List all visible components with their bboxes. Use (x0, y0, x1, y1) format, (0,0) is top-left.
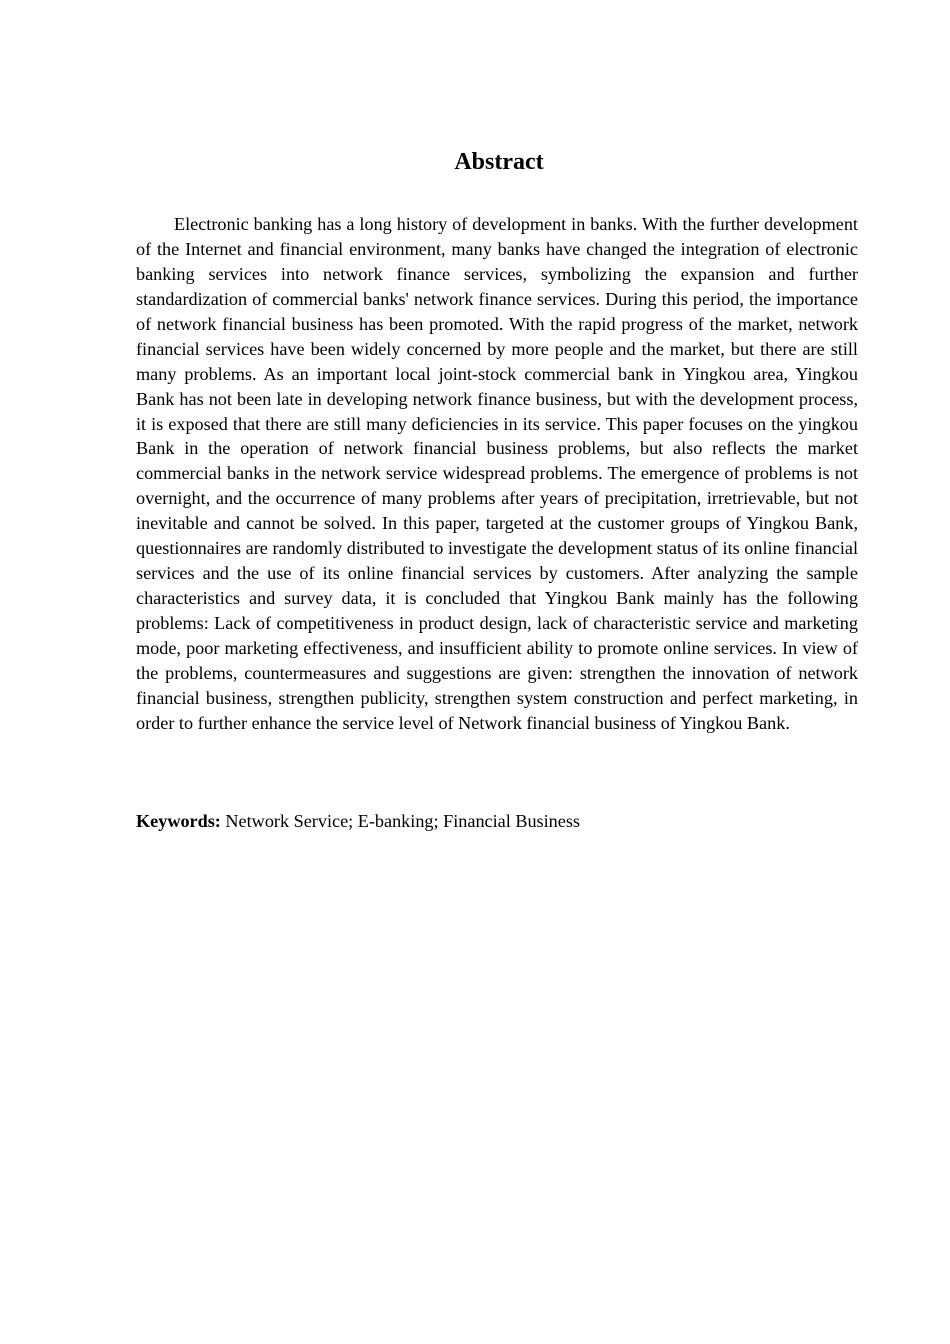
abstract-title: Abstract (454, 149, 544, 175)
keywords-line (136, 809, 858, 834)
keywords-label: Keywords: (136, 811, 221, 831)
abstract-body: Electronic banking has a long history of development in banks. With the further development of the Internet and financial environment, many banks have changed the integration of electronic banking services into network finance services, symbolizing the expansion and further standardization of commercial banks' network finance services. During this period, the importance of network financial business has been promoted. With the rapid progress of the market, network financial services have been widely concerned by more people and the market, but there are still many problems. As an important local joint-stock commercial bank in Yingkou area, Yingkou Bank has not been late in developing network finance business, but with the development process, it is exposed that there are still many deficiencies in its service. This paper focuses on the yingkou Bank in the operation of network financial business problems, but also reflects the market commercial banks in the network service widespread problems. The emergence of problems is not overnight, and the occurrence of many problems after years of precipitation, irretrievable, but not inevitable and cannot be solved. In this paper, targeted at the customer groups of Yingkou Bank, questionnaires are randomly distributed to investigate the development status of its online financial services and the use of its online financial services by customers. After analyzing the sample characteristics and survey data, it is concluded that Yingkou Bank mainly has the following problems: Lack of competitiveness in product design, lack of characteristic service and marketing mode, poor marketing effectiveness, and insufficient ability to promote online services. In view of the problems, countermeasures and suggestions are given: strengthen the innovation of network financial business, strengthen publicity, strengthen system construction and perfect marketing, in order to further enhance the service level of Network financial business of Yingkou Bank. (136, 214, 858, 733)
keywords-value: Network Service; E-banking; Financial Business (220, 811, 581, 831)
